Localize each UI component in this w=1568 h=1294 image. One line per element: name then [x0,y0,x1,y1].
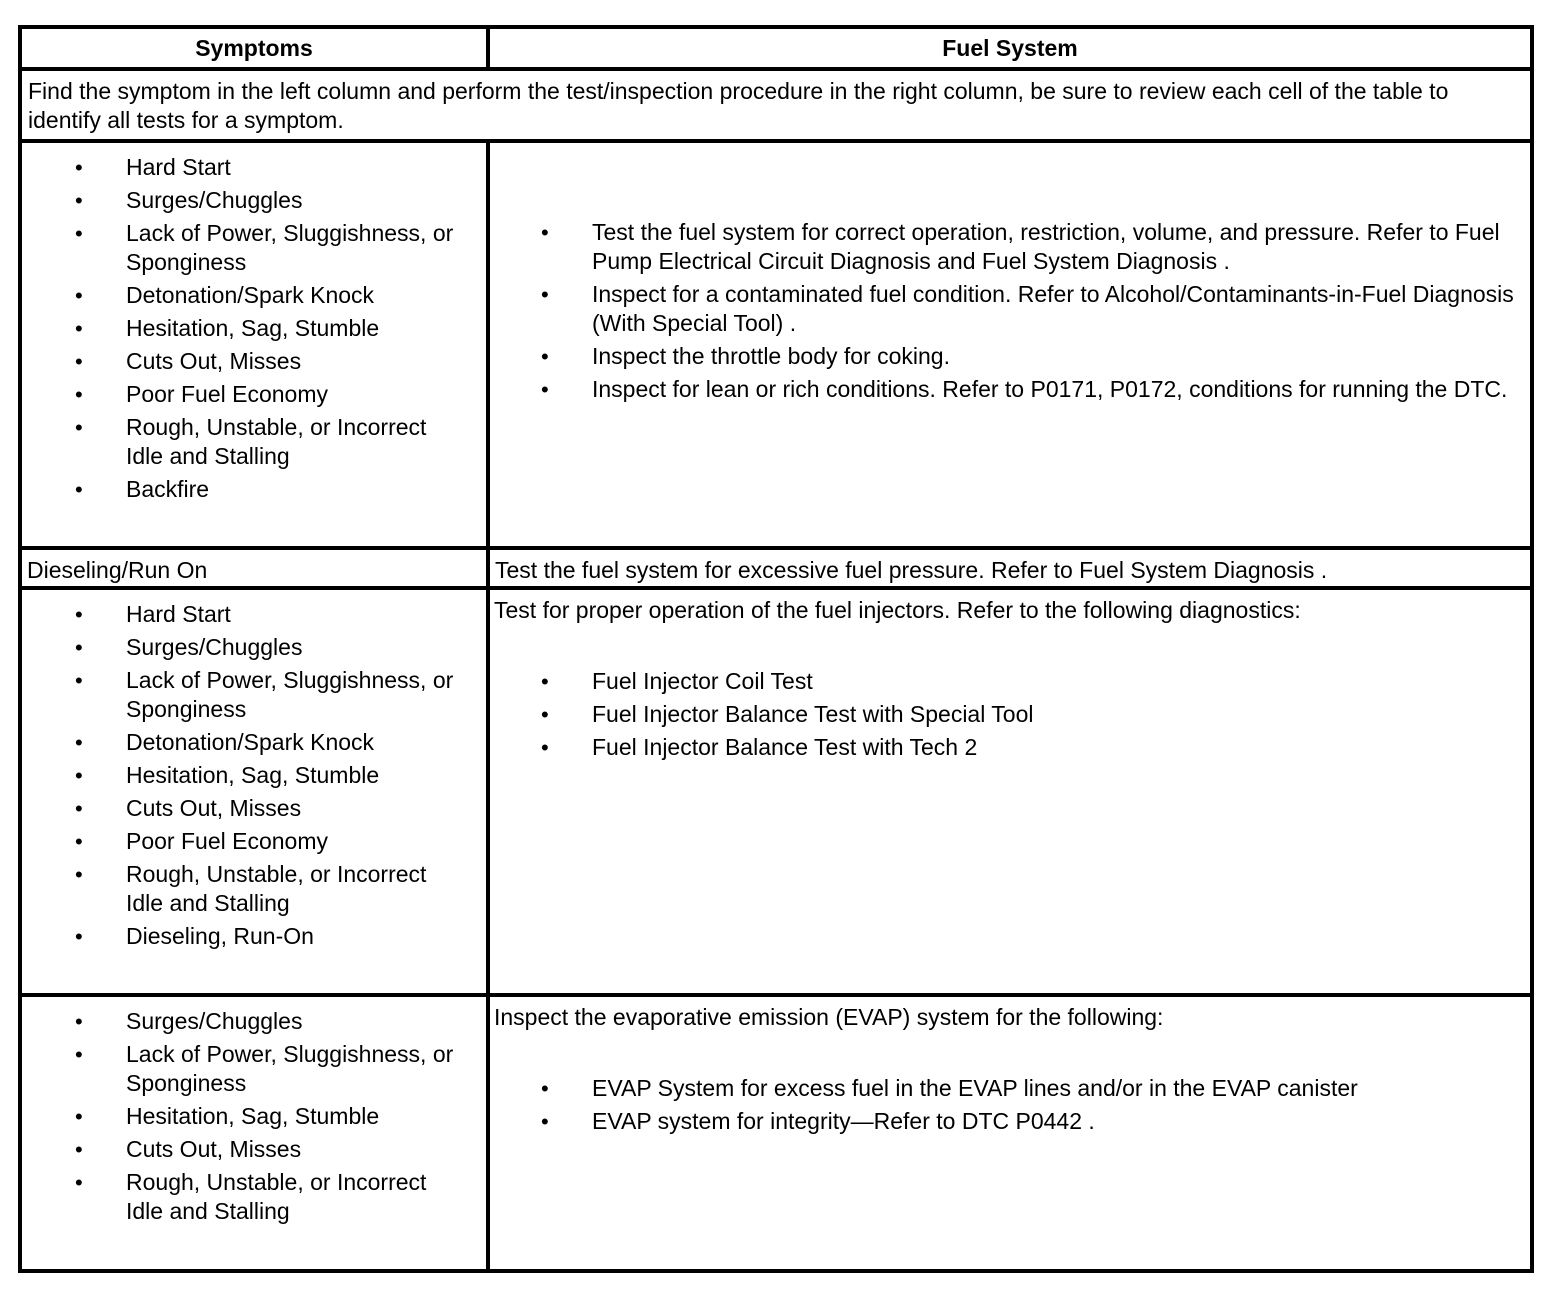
list-item: • Rough, Unstable, or Incorrect Idle and Stalling [22,1168,466,1226]
list-item: • Cuts Out, Misses [22,1135,466,1164]
list-item: • Lack of Power, Sluggishness, or Sponginess [22,666,466,724]
list-item: • Hard Start [22,153,466,182]
list-item: • Inspect for lean or rich conditions. Refer to P0171, P0172, conditions for running the DTC. [490,375,1524,404]
spacer [490,625,1530,667]
list-item: • Hesitation, Sag, Stumble [22,761,466,790]
list-item: • Test the fuel system for correct operation, restriction, volume, and pressure. Refer to Fuel Pump Electrical Circuit Diagnosis and Fuel System Diagnosis . [490,218,1524,276]
actions-wrapper [490,143,1530,404]
symptom-list [22,590,486,951]
list-item: • Cuts Out, Misses [22,347,466,376]
list-item: • Surges/Chuggles [22,1007,466,1036]
list-item: • Cuts Out, Misses [22,794,466,823]
action-list [490,667,1530,762]
symptom-text: Dieseling/Run On [20,548,488,588]
symptom-list [22,143,486,504]
list-item: • Fuel Injector Balance Test with Tech 2 [490,733,1524,762]
action-list [490,1074,1530,1136]
list-item: • Rough, Unstable, or Incorrect Idle and Stalling [22,860,466,918]
symptoms-cell [20,995,488,1271]
intro-text: Find the symptom in the left column and perform the test/inspection procedure in the right column, be sure to review each cell of the table to identify all tests for a symptom. [20,69,1532,141]
list-item: • Detonation/Spark Knock [22,281,466,310]
list-item: • Lack of Power, Sluggishness, or Sponginess [22,219,466,277]
symptoms-cell [20,141,488,548]
table-row [20,548,1532,588]
list-item: • Hesitation, Sag, Stumble [22,1102,466,1131]
action-list [490,218,1530,404]
header-symptoms: Symptoms [20,27,488,69]
list-item: • Fuel Injector Coil Test [490,667,1524,696]
symptoms-cell [20,588,488,995]
table-row [20,588,1532,995]
list-item: • Surges/Chuggles [22,633,466,662]
list-item: • Surges/Chuggles [22,186,466,215]
actions-cell [488,995,1532,1271]
action-intro: Test for proper operation of the fuel injectors. Refer to the following diagnostics: [494,596,1301,623]
list-item: • Inspect the throttle body for coking. [490,342,1524,371]
header-fuel-system: Fuel System [488,27,1532,69]
list-item: • EVAP System for excess fuel in the EVAP lines and/or in the EVAP canister [490,1074,1524,1103]
spacer [490,1032,1530,1074]
list-item: • Detonation/Spark Knock [22,728,466,757]
list-item: • Hesitation, Sag, Stumble [22,314,466,343]
header-row [20,27,1532,69]
list-item: • Rough, Unstable, or Incorrect Idle and Stalling [22,413,466,471]
actions-cell [488,141,1532,548]
action-intro: Inspect the evaporative emission (EVAP) system for the following: [494,1003,1164,1030]
list-item: • Lack of Power, Sluggishness, or Sponginess [22,1040,466,1098]
list-item: • Inspect for a contaminated fuel condition. Refer to Alcohol/Contaminants-in-Fuel Diagnosis (With Special Tool) . [490,280,1524,338]
list-item: • Poor Fuel Economy [22,827,466,856]
actions-cell [488,588,1532,995]
intro-row [20,69,1532,141]
fuel-system-symptom-table [18,25,1534,1273]
table-row [20,995,1532,1271]
list-item: • Fuel Injector Balance Test with Special Tool [490,700,1524,729]
list-item: • Poor Fuel Economy [22,380,466,409]
symptom-list [22,997,486,1226]
list-item: • Backfire [22,475,466,504]
action-text: Test the fuel system for excessive fuel pressure. Refer to Fuel System Diagnosis . [488,548,1532,588]
list-item: • Dieseling, Run-On [22,922,466,951]
list-item: • Hard Start [22,600,466,629]
table-row [20,141,1532,548]
list-item: • EVAP system for integrity—Refer to DTC P0442 . [490,1107,1524,1136]
